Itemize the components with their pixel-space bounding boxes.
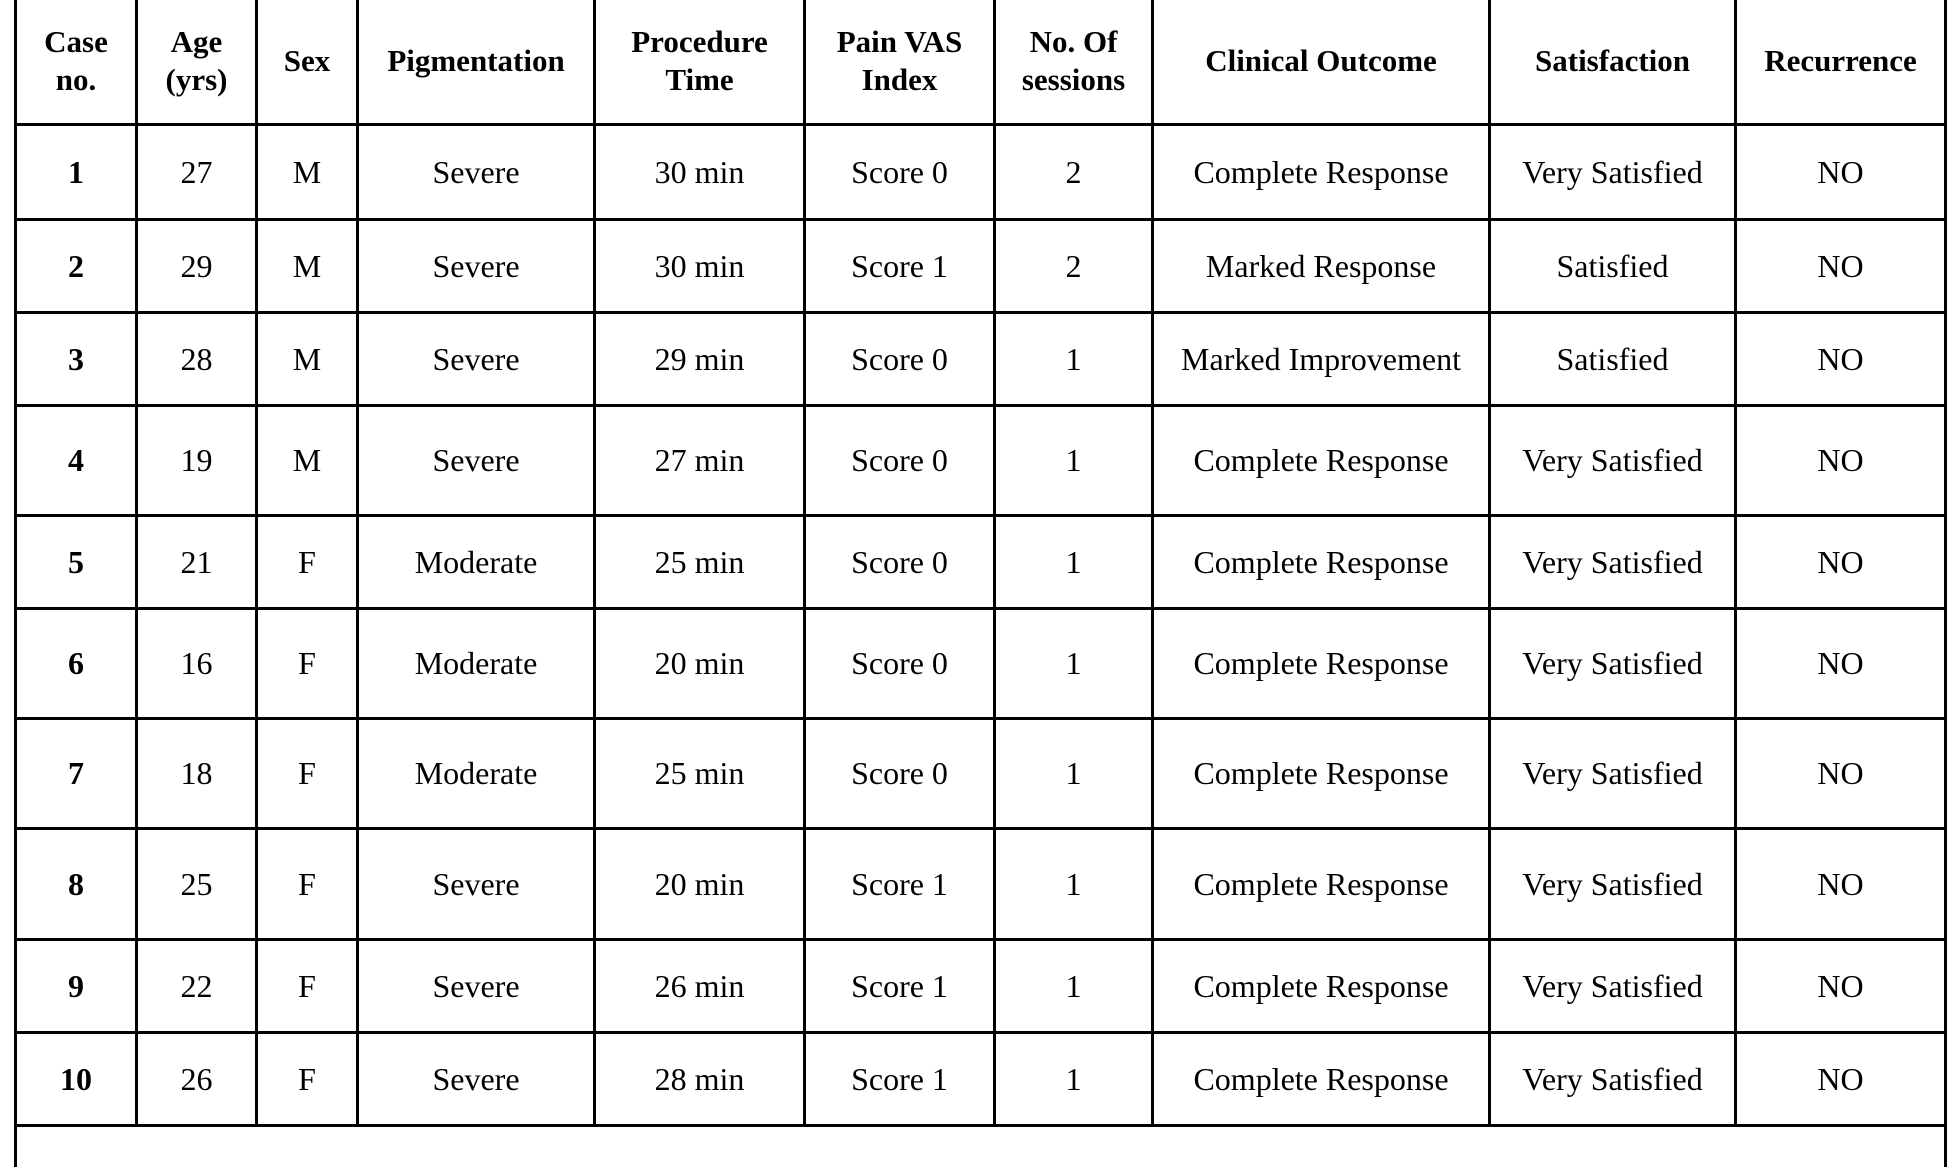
cell-satisfaction: Very Satisfied xyxy=(1490,516,1736,609)
table-footer-cell xyxy=(16,1126,1946,1168)
header-no-of-sessions: No. Of sessions xyxy=(995,0,1153,125)
cell-case-no: 6 xyxy=(16,609,137,719)
cell-satisfaction: Very Satisfied xyxy=(1490,125,1736,220)
cell-age: 28 xyxy=(137,313,257,406)
table-row xyxy=(16,125,1946,220)
cell-sex: M xyxy=(257,125,358,220)
cell-case-no: 2 xyxy=(16,220,137,313)
cell-sex: F xyxy=(257,940,358,1033)
cell-no-of-sessions: 1 xyxy=(995,406,1153,516)
cell-case-no: 1 xyxy=(16,125,137,220)
cell-clinical-outcome: Marked Response xyxy=(1153,220,1490,313)
table-row xyxy=(16,516,1946,609)
cell-age: 29 xyxy=(137,220,257,313)
cell-clinical-outcome: Complete Response xyxy=(1153,1033,1490,1126)
cell-pigmentation: Moderate xyxy=(358,516,595,609)
header-recurrence: Recurrence xyxy=(1736,0,1946,125)
table-row xyxy=(16,1033,1946,1126)
cell-recurrence: NO xyxy=(1736,125,1946,220)
cell-recurrence: NO xyxy=(1736,516,1946,609)
table-row xyxy=(16,609,1946,719)
cell-no-of-sessions: 1 xyxy=(995,829,1153,940)
cell-age: 21 xyxy=(137,516,257,609)
cell-clinical-outcome: Complete Response xyxy=(1153,609,1490,719)
cell-satisfaction: Very Satisfied xyxy=(1490,829,1736,940)
cell-case-no: 8 xyxy=(16,829,137,940)
table-row xyxy=(16,829,1946,940)
cell-sex: F xyxy=(257,829,358,940)
cell-case-no: 5 xyxy=(16,516,137,609)
header-procedure-time: Procedure Time xyxy=(595,0,805,125)
cell-pain-vas-index: Score 0 xyxy=(805,125,995,220)
cell-clinical-outcome: Complete Response xyxy=(1153,125,1490,220)
cell-satisfaction: Satisfied xyxy=(1490,220,1736,313)
cell-sex: F xyxy=(257,609,358,719)
header-pain-vas-index: Pain VAS Index xyxy=(805,0,995,125)
cell-satisfaction: Satisfied xyxy=(1490,313,1736,406)
cell-pain-vas-index: Score 0 xyxy=(805,516,995,609)
table-body xyxy=(16,125,1946,1168)
cell-no-of-sessions: 1 xyxy=(995,313,1153,406)
cell-pigmentation: Moderate xyxy=(358,719,595,829)
table-row xyxy=(16,719,1946,829)
table-footer-row xyxy=(16,1126,1946,1168)
cell-pigmentation: Severe xyxy=(358,125,595,220)
cell-clinical-outcome: Complete Response xyxy=(1153,516,1490,609)
header-satisfaction: Satisfaction xyxy=(1490,0,1736,125)
cell-case-no: 9 xyxy=(16,940,137,1033)
cell-satisfaction: Very Satisfied xyxy=(1490,719,1736,829)
cell-pain-vas-index: Score 0 xyxy=(805,406,995,516)
cell-no-of-sessions: 1 xyxy=(995,609,1153,719)
cell-sex: M xyxy=(257,220,358,313)
table-row xyxy=(16,313,1946,406)
cell-procedure-time: 20 min xyxy=(595,609,805,719)
cell-pigmentation: Severe xyxy=(358,313,595,406)
cell-no-of-sessions: 1 xyxy=(995,1033,1153,1126)
cell-procedure-time: 29 min xyxy=(595,313,805,406)
cell-satisfaction: Very Satisfied xyxy=(1490,1033,1736,1126)
cell-procedure-time: 30 min xyxy=(595,125,805,220)
cell-pain-vas-index: Score 1 xyxy=(805,1033,995,1126)
cell-procedure-time: 20 min xyxy=(595,829,805,940)
cell-no-of-sessions: 2 xyxy=(995,220,1153,313)
cell-pain-vas-index: Score 0 xyxy=(805,719,995,829)
cell-pigmentation: Severe xyxy=(358,940,595,1033)
cell-no-of-sessions: 2 xyxy=(995,125,1153,220)
table-row xyxy=(16,940,1946,1033)
header-age: Age (yrs) xyxy=(137,0,257,125)
cell-pain-vas-index: Score 0 xyxy=(805,609,995,719)
cell-case-no: 3 xyxy=(16,313,137,406)
cell-age: 18 xyxy=(137,719,257,829)
cell-case-no: 7 xyxy=(16,719,137,829)
cell-no-of-sessions: 1 xyxy=(995,719,1153,829)
cell-pigmentation: Moderate xyxy=(358,609,595,719)
cell-recurrence: NO xyxy=(1736,406,1946,516)
cell-recurrence: NO xyxy=(1736,220,1946,313)
cell-sex: M xyxy=(257,406,358,516)
data-table-container xyxy=(14,0,1944,1167)
cell-procedure-time: 28 min xyxy=(595,1033,805,1126)
cell-recurrence: NO xyxy=(1736,829,1946,940)
cell-pigmentation: Severe xyxy=(358,220,595,313)
cell-age: 27 xyxy=(137,125,257,220)
cell-pain-vas-index: Score 0 xyxy=(805,313,995,406)
header-sex: Sex xyxy=(257,0,358,125)
cell-sex: F xyxy=(257,516,358,609)
cell-clinical-outcome: Complete Response xyxy=(1153,940,1490,1033)
cell-satisfaction: Very Satisfied xyxy=(1490,940,1736,1033)
cell-clinical-outcome: Complete Response xyxy=(1153,829,1490,940)
cell-age: 19 xyxy=(137,406,257,516)
cell-clinical-outcome: Complete Response xyxy=(1153,406,1490,516)
cell-case-no: 4 xyxy=(16,406,137,516)
cell-pain-vas-index: Score 1 xyxy=(805,940,995,1033)
cell-clinical-outcome: Complete Response xyxy=(1153,719,1490,829)
header-clinical-outcome: Clinical Outcome xyxy=(1153,0,1490,125)
cell-pain-vas-index: Score 1 xyxy=(805,829,995,940)
cell-satisfaction: Very Satisfied xyxy=(1490,406,1736,516)
cell-recurrence: NO xyxy=(1736,1033,1946,1126)
cell-pigmentation: Severe xyxy=(358,1033,595,1126)
cell-procedure-time: 27 min xyxy=(595,406,805,516)
cell-no-of-sessions: 1 xyxy=(995,940,1153,1033)
cell-recurrence: NO xyxy=(1736,719,1946,829)
case-results-table xyxy=(14,0,1947,1167)
cell-sex: F xyxy=(257,1033,358,1126)
header-pigmentation: Pigmentation xyxy=(358,0,595,125)
cell-sex: M xyxy=(257,313,358,406)
cell-clinical-outcome: Marked Improvement xyxy=(1153,313,1490,406)
cell-no-of-sessions: 1 xyxy=(995,516,1153,609)
cell-procedure-time: 25 min xyxy=(595,719,805,829)
cell-pigmentation: Severe xyxy=(358,829,595,940)
cell-pain-vas-index: Score 1 xyxy=(805,220,995,313)
table-header-row xyxy=(16,0,1946,125)
cell-recurrence: NO xyxy=(1736,313,1946,406)
cell-age: 26 xyxy=(137,1033,257,1126)
cell-procedure-time: 25 min xyxy=(595,516,805,609)
cell-age: 16 xyxy=(137,609,257,719)
cell-pigmentation: Severe xyxy=(358,406,595,516)
cell-sex: F xyxy=(257,719,358,829)
cell-case-no: 10 xyxy=(16,1033,137,1126)
cell-age: 25 xyxy=(137,829,257,940)
cell-recurrence: NO xyxy=(1736,609,1946,719)
cell-age: 22 xyxy=(137,940,257,1033)
header-case-no: Case no. xyxy=(16,0,137,125)
table-row xyxy=(16,406,1946,516)
cell-procedure-time: 30 min xyxy=(595,220,805,313)
cell-procedure-time: 26 min xyxy=(595,940,805,1033)
cell-satisfaction: Very Satisfied xyxy=(1490,609,1736,719)
table-row xyxy=(16,220,1946,313)
cell-recurrence: NO xyxy=(1736,940,1946,1033)
